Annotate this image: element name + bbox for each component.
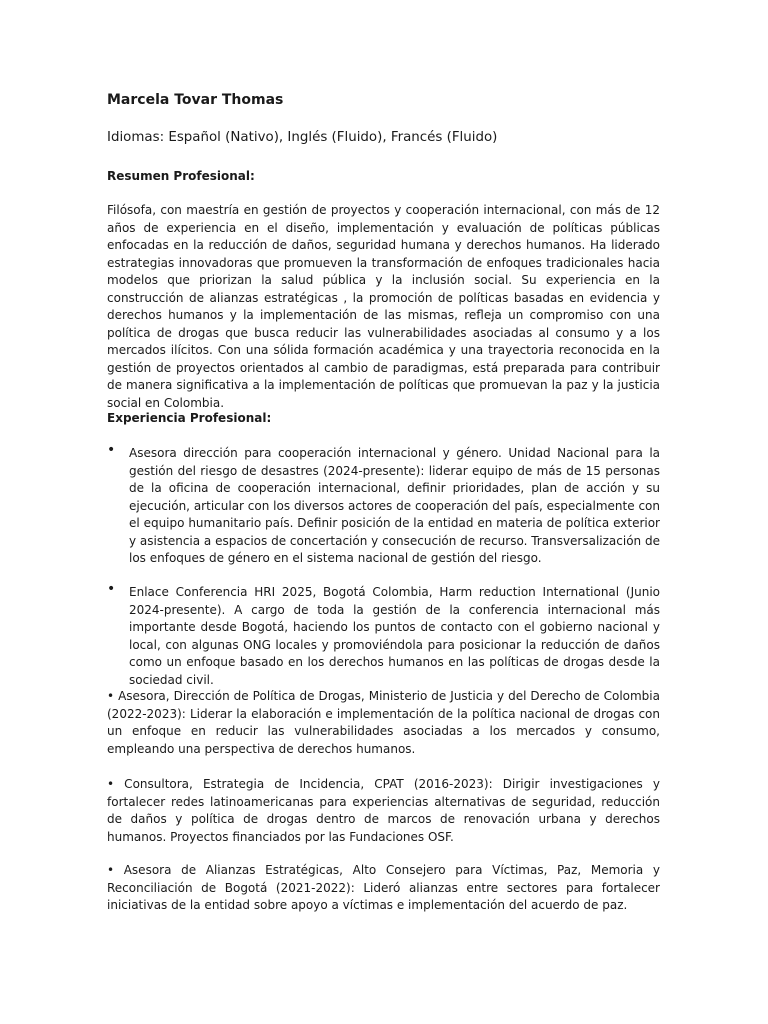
experience-paragraph: • Asesora de Alianzas Estratégicas, Alto Consejero para Víctimas, Paz, Memoria y Reconciliación de Bogotá (2021-2022): Lideró alianzas entre sectores para fortalecer iniciativas de la entidad sobre apoyo a víctimas e implementación del acuerdo de paz. bbox=[107, 863, 660, 912]
summary-text: Filósofa, con maestría en gestión de proyectos y cooperación internacional, con más de 12 años de experiencia en el diseño, implementación y evaluación de políticas públicas enfocadas en la reducción de daños, seguridad humana y derechos humanos. Ha liderado estrategias innovadoras que promueven la transformación de enfoques tradicionales hacia modelos que priorizan la salud pública y la inclusión social. Su experiencia en la construcción de alianzas estratégicas , la promoción de políticas basadas en evidencia y derechos humanos y la implementación de las mismas, refleja un compromiso con una política de drogas que busca reducir las vulnerabilidades asociadas al consumo y a los mercados ilícitos. Con una sólida formación académica y una trayectoria reconocida en la gestión de proyectos orientados al cambio de paradigmas, está preparada para contribuir de manera significativa a la implementación de políticas que promuevan la paz y la justicia social en Colombia. bbox=[107, 203, 660, 410]
bullet-icon: • bbox=[107, 581, 116, 597]
experience-bullet-text: Asesora dirección para cooperación internacional y género. Unidad Nacional para la gestión del riesgo de desastres (2024-presente): liderar equipo de más de 15 personas de la oficina de cooperación internacional, definir prioridades, plan de acción y su ejecución, articular con los diversos actores de cooperación del país, especialmente con el equipo humanitario país. Definir posición de la entidad en materia de política exterior y asistencia a espacios de concertación y consecución de recurso. Transversalización de los enfoques de género en el sistema nacional de gestión del riesgo. bbox=[129, 446, 660, 565]
experience-paragraph: • Consultora, Estrategia de Incidencia, CPAT (2016-2023): Dirigir investigaciones y fortalecer redes latinoamericanas para experiencias alternativas de seguridad, reducción de daños y política de drogas dentro de marcos de renovación urbana y derechos humanos. Proyectos financiados por las Fundaciones OSF. bbox=[107, 777, 660, 844]
candidate-name: Marcela Tovar Thomas bbox=[107, 92, 284, 108]
experience-bullet-text: Enlace Conferencia HRI 2025, Bogotá Colombia, Harm reduction International (Junio 2024-presente). A cargo de toda la gestión de la conferencia internacional más importante desde Bogotá, haciendo los puntos de contacto con el gobierno nacional y local, con algunas ONG locales y promoviéndola para posicionar la reducción de daños como un enfoque basado en los derechos humanos en las políticas de drogas desde la sociedad civil. bbox=[129, 585, 660, 687]
experience-heading: Experiencia Profesional: bbox=[107, 411, 272, 425]
languages-line: Idiomas: Español (Nativo), Inglés (Fluido), Francés (Fluido) bbox=[107, 130, 498, 145]
summary-heading: Resumen Profesional: bbox=[107, 169, 255, 183]
bullet-icon: • bbox=[107, 442, 116, 458]
experience-paragraph: • Asesora, Dirección de Política de Drogas, Ministerio de Justicia y del Derecho de Colombia (2022-2023): Liderar la elaboración e implementación de la política nacional de drogas con un enfoque en reducir las vulnerabilidades asociadas a los mercados y consumo, empleando una perspectiva de derechos humanos. bbox=[107, 689, 660, 756]
